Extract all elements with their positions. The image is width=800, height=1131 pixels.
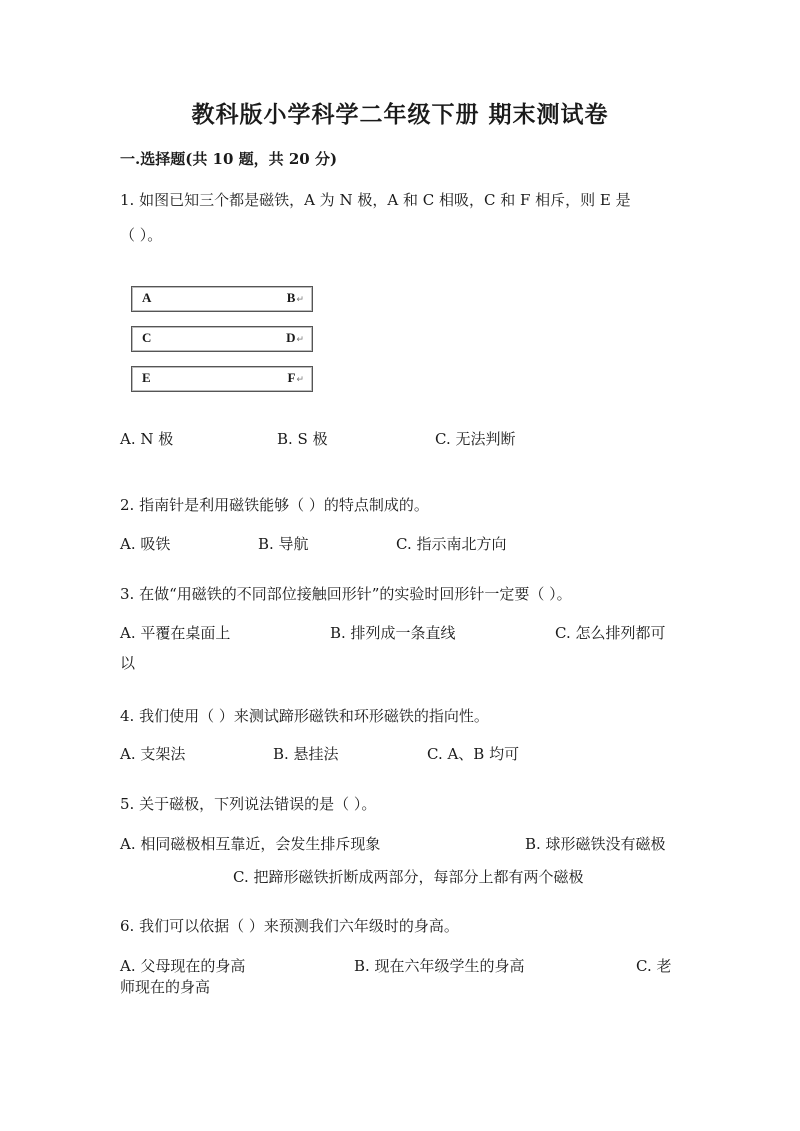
question-1-stem: 1. 如图已知三个都是磁铁，A 为 N 极，A 和 C 相吸，C 和 F 相斥，则 E 是 [120,191,631,209]
magnet-label-f: F [287,370,296,385]
question-6-option-b: B. 现在六年级学生的身高 [354,957,525,975]
question-3-stem: 3. 在做“用磁铁的不同部位接触回形针”的实验时回形针一定要（ ）。 [120,585,572,603]
magnet-bar-cd [131,326,313,352]
question-6-option-c: C. 老 [636,957,672,975]
magnet-label-e: E [142,370,151,385]
question-6-stem: 6. 我们可以依据（ ）来预测我们六年级时的身高。 [120,917,459,935]
question-5-option-a: A. 相同磁极相互靠近，会发生排斥现象 [120,835,381,853]
question-2-option-b: B. 导航 [258,535,309,553]
magnet-label-d: D [286,330,296,345]
question-4-option-c: C. A、B 均可 [427,745,520,763]
magnet-label-b: B [286,290,296,305]
question-2-option-c: C. 指示南北方向 [396,535,507,553]
magnet-label-a: A [142,290,152,305]
question-4-stem: 4. 我们使用（ ）来测试蹄形磁铁和环形磁铁的指向性。 [120,707,489,725]
magnet-label-c: C [142,330,152,345]
return-mark: ↵ [296,374,304,384]
magnet-bar-ef [131,366,313,392]
question-1-option-b: B. S 极 [277,430,328,448]
question-1-option-a: A. N 极 [120,430,174,448]
question-5-option-b: B. 球形磁铁没有磁极 [525,835,666,853]
page-title: 教科版小学科学二年级下册 期末测试卷 [191,101,609,128]
magnet-bar-ab [131,286,313,312]
return-mark: ↵ [296,334,304,344]
question-1-option-c: C. 无法判断 [435,430,516,448]
question-2-option-a: A. 吸铁 [120,535,171,553]
question-3-option-b: B. 排列成一条直线 [330,624,456,642]
question-2-stem: 2. 指南针是利用磁铁能够（ ）的特点制成的。 [120,496,429,514]
question-3-option-c: C. 怎么排列都可 [555,624,666,642]
question-4-option-a: A. 支架法 [120,745,186,763]
return-mark: ↵ [296,294,304,304]
question-6-option-a: A. 父母现在的身高 [120,957,246,975]
question-3-option-a: A. 平覆在桌面上 [120,624,231,642]
question-5-option-c: C. 把蹄形磁铁折断成两部分，每部分上都有两个磁极 [233,868,584,886]
question-5-stem: 5. 关于磁极，下列说法错误的是（ ）。 [120,795,377,813]
question-6-option-c-continuation: 师现在的身高 [120,978,211,996]
question-3-option-c-continuation: 以 [120,654,136,672]
question-1-stem-blank: （ ）。 [120,226,163,244]
question-4-option-b: B. 悬挂法 [273,745,339,763]
section-heading: 一.选择题(共 10 题，共 20 分) [120,150,338,168]
